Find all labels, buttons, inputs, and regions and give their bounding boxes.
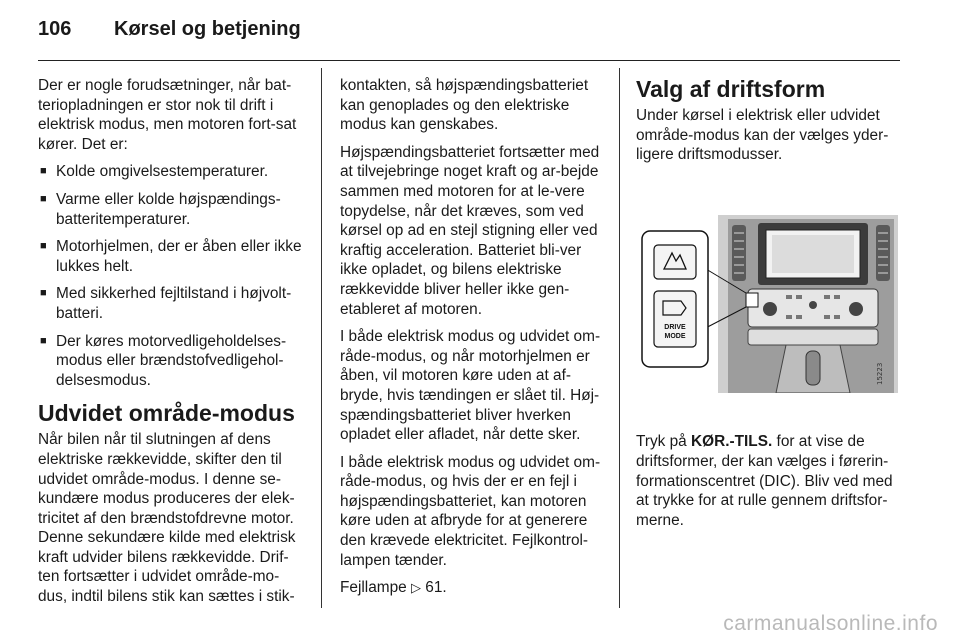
conditions-list [38,162,306,390]
page-number: 106 [38,18,72,40]
dashboard-illustration [636,215,898,393]
reference-page[interactable]: 61. [425,579,447,597]
section-heading-drive-mode: Valg af driftsform [636,76,826,102]
paragraph: I både elektrisk modus og udvidet om-råde-modus, og når motorhjelmen er åben, vil motoren køre uden at af-bryde, hvis tændingen er slået til. Høj-spændingsbatteriet bliver hverken opladet eller afladet, når dette sker. [340,328,601,444]
column-divider-2 [619,68,620,608]
figure-code: 15223 [876,362,884,385]
paragraph: kontakten, så højspændingsbatteriet kan genoplades og den elektriske modus kan genskabes. [340,77,589,134]
reference-text: Fejllampe [340,579,407,597]
button-name-bold: KØR.-TILS. [691,433,773,451]
header-rule [38,60,900,61]
intro-paragraph: Der er nogle forudsætninger, når bat-teriopladningen er stor nok til drift i elektrisk modus, men motoren fort-sat kører. Det er: [38,77,297,153]
drive-label: DRIVE [664,323,686,331]
list-item: ■ Motorhjelmen, der er åben eller ikke lukkes helt. [38,237,306,276]
instruction-rest: for at vise de driftsformer, der kan vælges i førerin-formationscentret (DIC). Bliv ved med at trykke for at rulle gennem driftsfor-merne. [636,433,893,529]
column-3 [636,76,904,538]
page-reference [340,578,604,598]
mode-label: MODE [664,332,686,340]
paragraph: I både elektrisk modus og udvidet om-råde-modus, og hvis der er en fejl i højspændingsbatteriet, kan motoren køre uden at afbryde for at generere den krævede elektricitet. Fejlkontrol-lampen tænder. [340,453,601,569]
drive-mode-instruction [636,432,904,530]
page-title: Kørsel og betjening [114,18,301,40]
list-item: ■ Kolde omgivelsestemperaturer. [38,162,306,182]
watermark: carmanualsonline.info [723,612,938,635]
column-1 [38,76,306,615]
section-heading-extended-range: Udvidet område-modus [38,400,295,427]
drive-mode-intro: Under kørsel i elektrisk eller udvidet område-modus kan der vælges yder-ligere driftsmodusser. [636,107,889,164]
paragraph: Højspændingsbatteriet fortsætter med at tilvejebringe noget kraft og ar-bejde sammen med motoren for at le-vere topydelse, når det kræves, som ved kørsel op ad en stejl stigning eller ved kraftig acceleration. Batteriet bli-ver ikke opladet, og bilens elektriske rækkevidde bliver heller ikke gen-etableret af motoren. [340,143,600,318]
column-divider-1 [321,68,322,608]
list-item: ■ Varme eller kolde højspændings-batteritemperaturer. [38,190,306,229]
extended-range-paragraph: Når bilen når til slutningen af dens elektriske rækkevidde, skifter den til udvidet område-modus. I denne se-kundære modus produceres der elek-tricitet af den brændstofdrevne motor. Denne sekundære kilde med elektrisk kraft udvider bilens rækkevidde. Drif-ten fortsætter i udvidet område-mo-dus, indtil bilens stik kan sættes i stik- [38,431,296,606]
instruction-start: Tryk på [636,433,687,451]
page-header [38,18,301,48]
reference-arrow-icon: ▷ [411,580,421,596]
column-2 [340,76,604,606]
list-item: ■ Der køres motorvedligeholdelses-modus eller brændstofvedligehol-delsesmodus. [38,332,306,391]
list-item: ■ Med sikkerhed fejltilstand i højvolt-batteri. [38,284,306,323]
